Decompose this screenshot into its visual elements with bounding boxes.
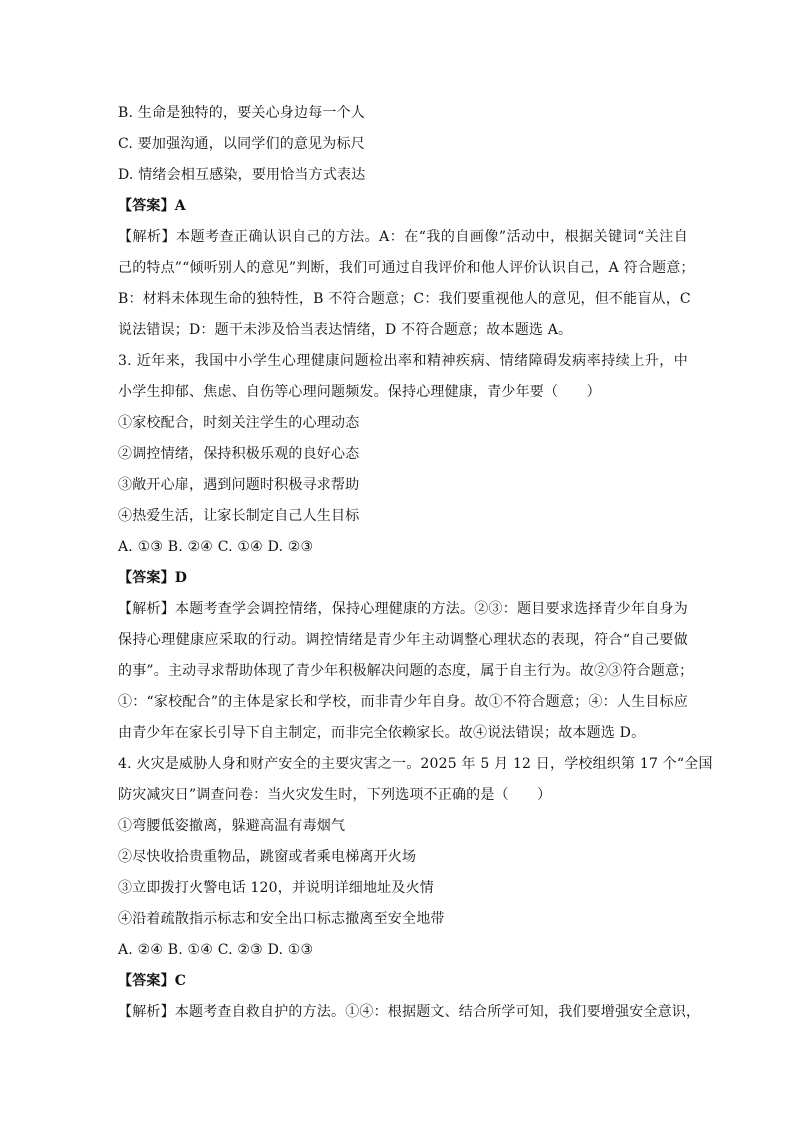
text-line: A. ①③ B. ②④ C. ①④ D. ②③: [118, 539, 314, 555]
text-line: 【解析】本题考查学会调控情绪，保持心理健康的方法。②③：题目要求选择青少年自身为: [118, 601, 688, 617]
text-line: ②调控情绪，保持积极乐观的良好心态: [118, 446, 360, 462]
text-line: C. 要加强沟通，以同学们的意见为标尺: [118, 136, 365, 152]
text-line: 4. 火灾是威胁人身和财产安全的主要灾害之一。2025 年 5 月 12 日，学校组织第 17 个“全国: [118, 756, 713, 772]
text-line: 说法错误；D：题干未涉及恰当表达情绪，D 不符合题意；故本题选 A。: [118, 322, 573, 338]
text-line: 【解析】本题考查正确认识自己的方法。A：在“我的自画像”活动中，根据关键词“关注自: [118, 229, 688, 245]
text-line: 防灾减灾日”调查问卷：当火灾发生时，下列选项不正确的是（ ）: [118, 787, 552, 803]
text-line: 小学生抑郁、焦虑、自伤等心理问题频发。保持心理健康，青少年要（ ）: [118, 384, 601, 400]
text-line: ①：“家校配合”的主体是家长和学校，而非青少年自身。故①不符合题意；④：人生目标应: [118, 694, 688, 710]
text-line: ③立即拨打火警电话 120，并说明详细地址及火情: [118, 880, 434, 896]
text-line: 【答案】A: [118, 198, 186, 214]
text-line: 保持心理健康应采取的行动。调控情绪是青少年主动调整心理状态的表现，符合“自己要做: [118, 632, 688, 648]
text-line: A. ②④ B. ①④ C. ②③ D. ①③: [118, 942, 314, 958]
text-line: B：材料未体现生命的独特性，B 不符合题意；C：我们要重视他人的意见，但不能盲从，C: [118, 291, 691, 307]
text-line: B. 生命是独特的，要关心身边每一个人: [118, 105, 365, 121]
text-line: 【解析】本题考查自救自护的方法。①④：根据题文、结合所学可知，我们要增强安全意识，: [118, 1004, 701, 1020]
text-line: ④沿着疏散指示标志和安全出口标志撤离至安全地带: [118, 911, 445, 927]
text-line: ③敞开心扉，遇到问题时积极寻求帮助: [118, 477, 360, 493]
text-line: ①家校配合，时刻关注学生的心理动态: [118, 415, 360, 431]
text-line: 【答案】D: [118, 570, 188, 586]
text-line: 的事”。主动寻求帮助体现了青少年积极解决问题的态度，属于自主行为。故②③符合题意；: [118, 663, 694, 679]
text-line: ①弯腰低姿撤离，躲避高温有毒烟气: [118, 818, 346, 834]
text-line: ②尽快收拾贵重物品，跳窗或者乘电梯离开火场: [118, 849, 417, 865]
text-line: 由青少年在家长引导下自主制定，而非完全依赖家长。故④说法错误；故本题选 D。: [118, 725, 646, 741]
text-line: ④热爱生活，让家长制定自己人生目标: [118, 508, 360, 524]
text-line: D. 情绪会相互感染，要用恰当方式表达: [118, 167, 366, 183]
text-line: 3. 近年来，我国中小学生心理健康问题检出率和精神疾病、情绪障碍发病率持续上升，中: [118, 353, 688, 369]
text-line: 己的特点”“倾听别人的意见”判断，我们可通过自我评价和他人评价认识自己，A 符合题意；: [118, 260, 695, 276]
text-line: 【答案】C: [118, 973, 187, 989]
